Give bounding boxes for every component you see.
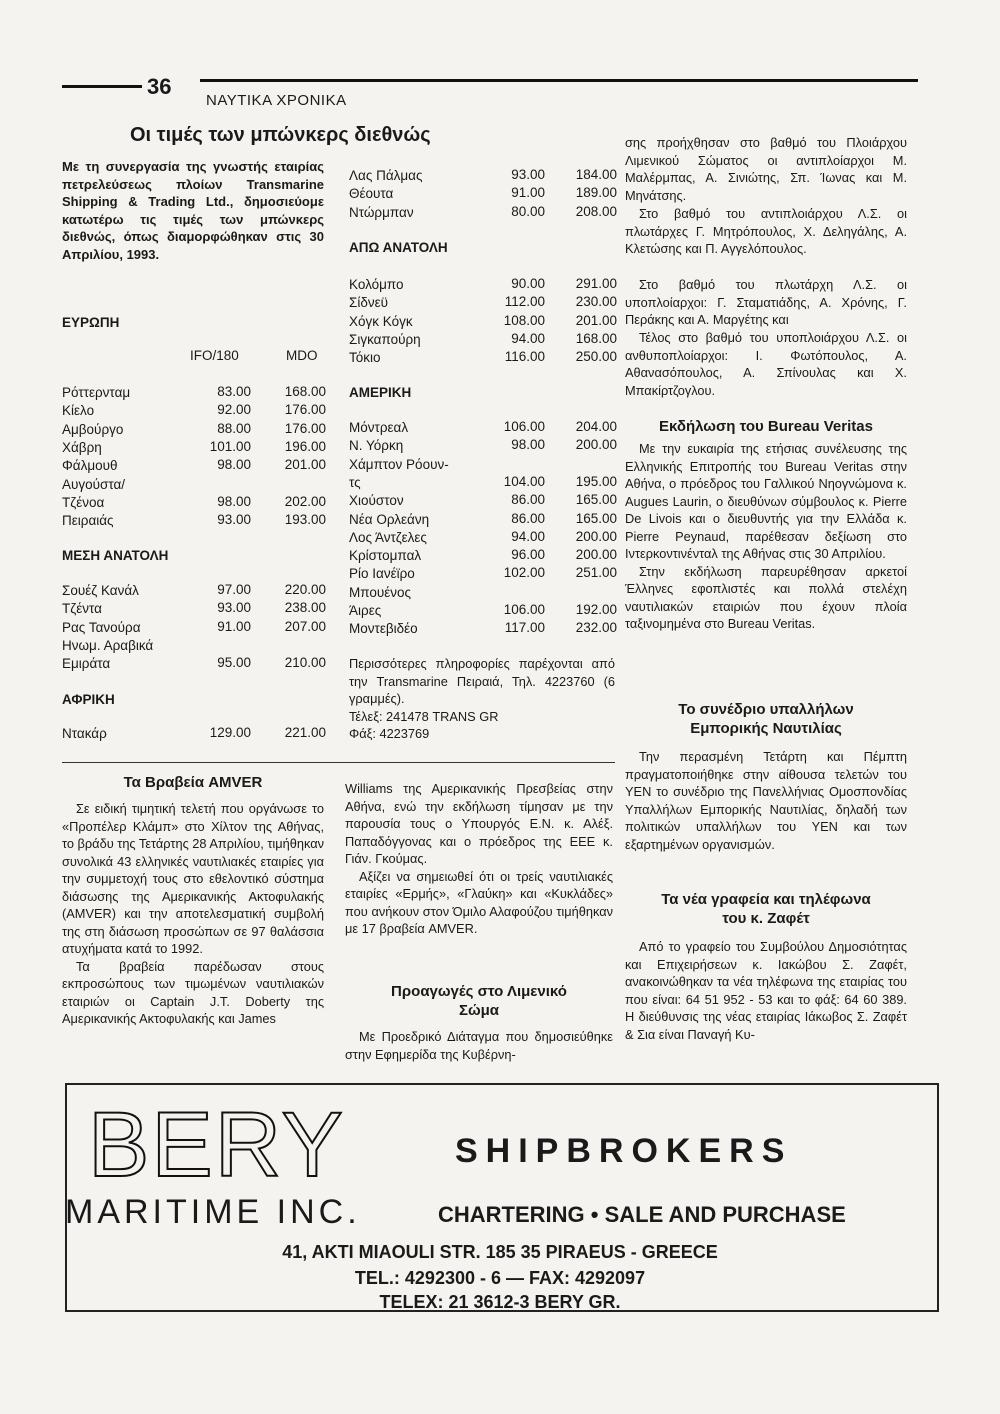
port-name: Χιούστον xyxy=(349,493,404,509)
port-name: Μπουένος xyxy=(349,584,412,600)
port-name: Θέουτα xyxy=(349,186,394,202)
mdo-price: 202.00 xyxy=(284,493,326,509)
bunkers-info: Περισσότερες πληροφορίες παρέχονται από την Transmarine Πειραιά, Τηλ. 4223760 (6 γραμμές). xyxy=(349,656,615,706)
ifo-price: 106.00 xyxy=(503,419,545,434)
section-middle-east: ΜΕΣΗ ΑΝΑΤΟΛΗ xyxy=(62,548,169,563)
port-name: Λος Άντζελες xyxy=(349,529,427,545)
section-divider xyxy=(62,762,615,763)
port-name: Ντακάρ xyxy=(62,726,107,741)
mdo-price: 176.00 xyxy=(284,402,326,418)
port-name: Σιγκαπούρη xyxy=(349,331,421,347)
port-name: Σουέζ Κανάλ xyxy=(62,583,139,598)
port-name: Χάμπτον Ρόουν- xyxy=(349,456,449,472)
mdo-price: 230.00 xyxy=(575,294,617,310)
ifo-price: 102.00 xyxy=(503,565,545,581)
amver-body-col1: Σε ειδική τιμητική τελετή που οργάνωσε το «Προπέλερ Κλάμπ» στο Χίλτον της Αθήνας, το βράδυ της Τετάρτης 28 Απριλίου, τιμήθηκαν συνολικά 43 ελληνικές ναυτιλιακές εταιρίες για την συμμετοχή τους στο εθελοντικό σύστημα διάσωσης της Αμερικανικής Ακτοφυλακής (AMVER) και την αποτελεσματική συμβολή της στη διάσωση προσώπων σε 97 θαλάσσια ατυχήματα κατά το 1992. Τα βραβεία παρέδωσαν στους εκπροσώπους των τιμωμένων ναυτιλιακών εταιριών οι Captain J.T. Doberty της Αμερικανικής Ακτοφυλακής και James xyxy=(62,801,325,1026)
promotions-title: Προαγωγές στο Λιμενικό Σώμα xyxy=(391,983,567,1019)
page-number: 36 xyxy=(147,74,172,99)
mdo-price: 250.00 xyxy=(575,349,617,365)
ifo-price: 117.00 xyxy=(504,620,545,636)
mdo-price: 291.00 xyxy=(575,276,617,291)
port-name: τς xyxy=(349,474,361,490)
mdo-price: 201.00 xyxy=(575,312,617,328)
port-name: Μόντρεαλ xyxy=(349,420,409,435)
port-name: Άιρες xyxy=(349,603,382,618)
ifo-price: 97.00 xyxy=(217,582,251,597)
ad-address: 41, AKTI MIAOULI STR. 185 35 PIRAEUS - GREECE xyxy=(282,1242,718,1262)
port-name: Ρας Τανούρα xyxy=(62,619,141,635)
mdo-price: 189.00 xyxy=(575,185,617,201)
ifo-price: 93.00 xyxy=(217,512,251,528)
port-name: Αυγούστα/ xyxy=(62,476,126,492)
promotions-cont-3: Στο βαθμό του πλωτάρχη Λ.Σ. οι υποπλοίαρχοι: Γ. Σταματιάδης, Α. Χρόνης, Γ. Περάκης και Α. Μαργέτης και xyxy=(625,277,907,327)
ifo-price: 116.00 xyxy=(504,349,545,365)
port-name: Τζένοα xyxy=(62,494,105,510)
section-europe: ΕΥΡΩΠΗ xyxy=(62,315,120,330)
port-name: Ν. Υόρκη xyxy=(349,438,404,454)
ifo-price: 93.00 xyxy=(217,600,251,616)
mdo-price: 208.00 xyxy=(575,203,617,219)
ifo-price: 86.00 xyxy=(511,492,545,508)
mdo-price: 238.00 xyxy=(284,600,326,616)
ifo-price: 108.00 xyxy=(503,312,545,328)
bunkers-intro: Με τη συνεργασία της γνωστής εταιρίας πετρελεύσεως πλοίων Transmarine Shipping & Trading Ltd., δημοσιεύομε κατωτέρω τις τιμές των μπώνκερς διεθνώς, όπως διαμορφώθηκαν στις 30 Απριλίου, 1993. xyxy=(62,159,324,262)
ifo-price: 98.00 xyxy=(217,457,251,473)
bery-logo-text: BERY xyxy=(88,1094,345,1196)
mdo-price: 201.00 xyxy=(284,457,326,473)
mdo-price: 196.00 xyxy=(284,438,326,454)
port-name: Τζέντα xyxy=(62,601,102,617)
bery-logo xyxy=(88,1094,345,1196)
offices-title: Τα νέα γραφεία και τηλέφωνα του κ. Ζαφέτ xyxy=(661,891,871,927)
mdo-price: 168.00 xyxy=(575,330,617,346)
promotions-cont-2: Στο βαθμό του αντιπλοιάρχου Λ.Σ. οι πλωτάρχες Γ. Μητρόπουλος, Χ. Δεληγάλης, Α. Κλετώσης και Π. Αγγελόπουλος. xyxy=(625,206,907,256)
ifo-price: 92.00 xyxy=(217,402,251,418)
section-africa: ΑΦΡΙΚΗ xyxy=(62,692,115,707)
ifo-price: 80.00 xyxy=(511,203,545,219)
amver-title: Τα Βραβεία AMVER xyxy=(123,774,263,791)
port-name: Σίδνεϋ xyxy=(349,295,389,311)
ifo-price: 94.00 xyxy=(511,528,545,544)
mdo-price: 176.00 xyxy=(284,420,326,436)
mdo-price: 165.00 xyxy=(575,492,617,508)
header-rule-right xyxy=(200,79,918,82)
port-name: Φάλμουθ xyxy=(62,458,118,474)
mdo-price: 221.00 xyxy=(284,725,326,740)
ifo-price: 98.00 xyxy=(217,493,251,509)
ifo-price: 106.00 xyxy=(503,602,545,617)
bunkers-telex: Τέλεξ: 241478 TRANS GR xyxy=(349,709,499,724)
port-name: Κολόμπο xyxy=(349,277,404,292)
mdo-price: 195.00 xyxy=(575,473,617,489)
bunkers-title: Οι τιμές των μπώνκερς διεθνώς xyxy=(130,124,431,146)
port-name: Χάβρη xyxy=(62,439,102,455)
congress-body: Την περασμένη Τετάρτη και Πέμπτη πραγματοποιήθηκε στην αίθουσα τελετών του ΥΕΝ το συνέδριο της Πανελλήνιας Ομοσπονδίας Υπαλλήλων Εμπορικής Ναυτιλίας, δηλαδή των πολιτικών υπαλλήλων του ΥΕΝ και των εξαρτημένων οργανισμών. xyxy=(625,749,907,852)
congress-title: Το συνέδριο υπαλλήλων Εμπορικής Ναυτιλίας xyxy=(678,701,854,737)
ad-tel: TEL.: 4292300 - 6 — FAX: 4292097 xyxy=(354,1268,646,1288)
promotions-body: Με Προεδρικό Διάταγμα που δημοσιεύθηκε στην Εφημερίδα της Κυβέρνη- xyxy=(345,1029,613,1062)
header-rule-left xyxy=(62,85,142,88)
ifo-price: 90.00 xyxy=(511,276,545,291)
shipbrokers-label: SHIPBROKERS xyxy=(455,1132,793,1170)
mdo-price: 200.00 xyxy=(575,528,617,544)
ad-telex: TELEX: 21 3612-3 BERY GR. xyxy=(379,1292,621,1312)
port-name: Ηνωμ. Αραβικά xyxy=(62,637,154,653)
offices-body: Από το γραφείο του Συμβούλου Δημοσιότητας και Επιχειρήσεων κ. Ιακώβου Σ. Ζαφέτ, ανακοινώθηκαν τα νέα τηλέφωνα της εταιρίας του που είναι: 64 51 952 - 53 και το φάξ: 64 60 389. Η διεύθυνσις της νέας εταιρίας Ιάκωβος Σ. Ζαφέτ & Σια είναι Παναγή Κυ- xyxy=(625,939,907,1042)
ifo-price: 83.00 xyxy=(217,384,251,399)
ifo-price: 88.00 xyxy=(217,420,251,436)
veritas-body: Με την ευκαιρία της ετήσιας συνέλευσης της Ελληνικής Επιτροπής του Bureau Veritas στην Αθήνα, ο πρόεδρος του Γαλλικού Νηογνώμονα κ. Augues Laurin, ο διευθύνων σύμβουλος κ. Pierre De Livois και ο διευθυντής για την Ελλάδα κ. Pierre Peynaud, παρέθεσαν δεξίωση στο Ιντερκοντινένταλ της Αθήνας στις 30 Απριλίου. Στην εκδήλωση παρευρέθησαν αρκετοί Έλληνες εφοπλιστές και πολλά στελέχη ναυτιλιακών εταιριών που έχουν πλοία ταξινομημένα στο Bureau Veritas. xyxy=(625,441,907,631)
port-name: Ντώρμπαν xyxy=(349,204,414,220)
mdo-price: 168.00 xyxy=(284,384,326,399)
mdo-price: 204.00 xyxy=(575,419,617,434)
port-name: Τόκιο xyxy=(349,350,381,366)
port-name: Ρίο Ιανέϊρο xyxy=(349,566,415,582)
mdo-price: 192.00 xyxy=(575,602,617,617)
mdo-price: 200.00 xyxy=(575,547,617,563)
port-name: Κρίστομπαλ xyxy=(349,548,422,564)
port-name: Πειραιάς xyxy=(62,513,114,529)
mdo-price: 165.00 xyxy=(575,510,617,526)
col-ifo-header: IFO/180 xyxy=(190,348,239,363)
port-name: Ρόττερνταμ xyxy=(62,385,131,400)
port-name: Εμιράτα xyxy=(62,656,111,672)
ifo-price: 129.00 xyxy=(209,725,251,740)
ifo-price: 101.00 xyxy=(209,438,251,454)
ifo-price: 112.00 xyxy=(504,294,545,310)
ifo-price: 86.00 xyxy=(511,510,545,526)
port-name: Χόγκ Κόγκ xyxy=(349,313,413,329)
port-name: Αμβούργο xyxy=(62,421,124,437)
ifo-price: 91.00 xyxy=(511,185,545,201)
amver-body-col2: Williams της Αμερικανικής Πρεσβείας στην Αθήνα, ενώ την εκδήλωση τίμησαν με την παρουσία τους ο Υπουργός Ε.Ν. κ. Αλέξ. Παπαδόγγονας και ο πρόεδρος της ΕΕΕ κ. Γιάν. Γκούμας. Αξίζει να σημειωθεί ότι οι τρείς ναυτιλιακές εταιρίες «Ερμής», «Γλαύκη» και «Κυκλάδες» που ανήκουν στον Όμιλο Αλαφούζου τιμήθηκαν με 17 βραβεία AMVER. xyxy=(345,781,613,936)
mdo-price: 184.00 xyxy=(575,167,617,182)
mdo-price: 193.00 xyxy=(284,512,326,528)
section-far-east: ΑΠΩ ΑΝΑΤΟΛΗ xyxy=(349,240,448,255)
ifo-price: 91.00 xyxy=(217,618,251,634)
ifo-price: 95.00 xyxy=(217,655,251,671)
mdo-price: 200.00 xyxy=(575,437,617,453)
mdo-price: 207.00 xyxy=(284,618,326,634)
chartering-label: CHARTERING • SALE AND PURCHASE xyxy=(438,1202,846,1227)
section-america: ΑΜΕΡΙΚΗ xyxy=(349,385,412,400)
port-name: Μοντεβιδέο xyxy=(349,621,418,637)
port-name: Κίελο xyxy=(62,403,95,419)
ifo-price: 94.00 xyxy=(511,330,545,346)
maritime-label: MARITIME INC. xyxy=(65,1193,361,1231)
mdo-price: 251.00 xyxy=(575,565,617,581)
mdo-price: 232.00 xyxy=(575,620,617,636)
ifo-price: 98.00 xyxy=(511,437,545,453)
veritas-title: Εκδήλωση του Bureau Veritas xyxy=(659,418,873,435)
ifo-price: 93.00 xyxy=(511,167,545,182)
mdo-price: 220.00 xyxy=(284,582,326,597)
port-name: Λας Πάλμας xyxy=(349,168,423,183)
promotions-cont-1: σης προήχθησαν στο βαθμό του Πλοιάρχου Λιμενικού Σώματος οι αντιπλοίαρχοι Μ. Μαλέρμπας, Α. Σινιώτης, Σπ. Ίωνας και Μ. Μηνάτσης. xyxy=(625,135,907,203)
ifo-price: 104.00 xyxy=(503,473,545,489)
bunkers-fax: Φάξ: 4223769 xyxy=(349,726,430,741)
port-name: Νέα Ορλεάνη xyxy=(349,511,430,527)
promotions-cont-4: Τέλος στο βαθμό του υποπλοιάρχου Λ.Σ. οι ανθυποπλοίαρχοι: Ι. Φωτόπουλος, Α. Αθανασόπουλος, Α. Σπίνουλας και Χ. Μπακίρτζογλου. xyxy=(625,330,907,398)
ifo-price: 96.00 xyxy=(511,547,545,563)
mdo-price: 210.00 xyxy=(284,655,326,671)
running-head: ΝΑΥΤΙΚΑ ΧΡΟΝΙΚΑ xyxy=(206,92,347,109)
col-mdo-header: MDO xyxy=(286,348,318,363)
